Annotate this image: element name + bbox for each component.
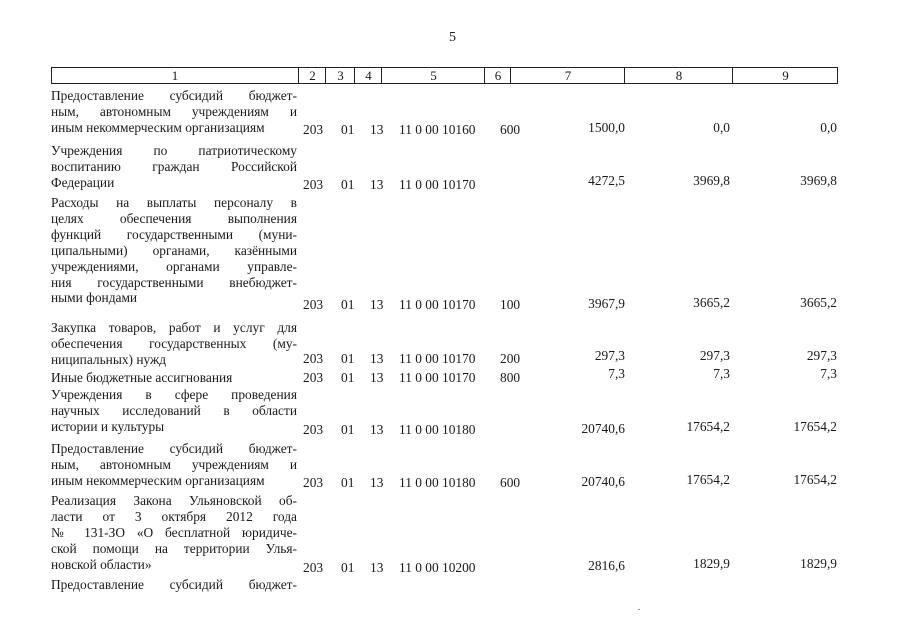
amount-col-9: 17654,2 xyxy=(793,472,837,487)
scan-speck xyxy=(638,609,640,610)
description-line: ниципальных) нужд xyxy=(51,351,167,367)
section-code: 01 xyxy=(341,475,355,490)
row-description xyxy=(51,320,297,368)
amount-col-8: 0,0 xyxy=(713,120,730,135)
expense-type-code: 200 xyxy=(500,351,521,366)
description-line: ласти от 3 октября 2012 года xyxy=(51,508,297,524)
description-line: ния государственными внебюджет- xyxy=(51,274,297,290)
admin-code: 203 xyxy=(303,370,324,385)
subsection-code: 13 xyxy=(370,560,384,575)
section-code: 01 xyxy=(341,370,355,385)
description-line: Закупка товаров, работ и услуг для xyxy=(51,320,297,335)
expense-type-code: 600 xyxy=(500,475,521,490)
target-article-code: 11 0 00 10170 xyxy=(399,370,476,385)
subsection-code: 13 xyxy=(370,422,384,437)
description-line: функций государственными (муни- xyxy=(51,226,297,242)
amount-col-8: 7,3 xyxy=(713,366,730,381)
target-article-code: 11 0 00 10170 xyxy=(399,177,476,192)
row-description xyxy=(51,195,297,306)
description-line: ской помощи на территории Улья- xyxy=(51,540,297,556)
admin-code: 203 xyxy=(303,177,324,192)
expense-type-code: 600 xyxy=(500,122,521,137)
target-article-code: 11 0 00 10170 xyxy=(399,297,476,312)
amount-col-9: 17654,2 xyxy=(793,419,837,434)
row-description xyxy=(51,577,297,593)
expense-type-code: 100 xyxy=(500,297,521,312)
description-line: Предоставление субсидий бюджет- xyxy=(51,441,297,456)
description-line: Учреждения по патриотическому xyxy=(51,143,297,158)
admin-code: 203 xyxy=(303,122,324,137)
amount-col-8: 297,3 xyxy=(699,348,730,363)
target-article-code: 11 0 00 10160 xyxy=(399,122,476,137)
section-code: 01 xyxy=(341,422,355,437)
description-line: обеспечения государственных (му- xyxy=(51,335,297,351)
description-line: Федерации xyxy=(51,174,115,190)
description-line: Реализация Закона Ульяновской об- xyxy=(51,493,297,508)
section-code: 01 xyxy=(341,177,355,192)
target-article-code: 11 0 00 10180 xyxy=(399,422,476,437)
amount-col-8: 3969,8 xyxy=(693,173,730,188)
admin-code: 203 xyxy=(303,351,324,366)
row-description xyxy=(51,493,297,573)
row-description xyxy=(51,143,297,191)
header-col-6: 6 xyxy=(484,68,511,83)
description-line: воспитанию граждан Российской xyxy=(51,158,297,174)
description-line: Предоставление субсидий бюджет- xyxy=(51,88,297,103)
admin-code: 203 xyxy=(303,297,324,312)
amount-col-7: 20740,6 xyxy=(581,474,625,489)
admin-code: 203 xyxy=(303,560,324,575)
amount-col-8: 17654,2 xyxy=(686,472,730,487)
description-line: Учреждения в сфере проведения xyxy=(51,387,297,402)
amount-col-7: 20740,6 xyxy=(581,421,625,436)
amount-col-8: 1829,9 xyxy=(693,556,730,571)
description-line: ципальными) органами, казёнными xyxy=(51,242,297,258)
subsection-code: 13 xyxy=(370,370,384,385)
description-line: Предоставление субсидий бюджет- xyxy=(51,577,297,592)
description-line: учреждениями, органами управле- xyxy=(51,258,297,274)
subsection-code: 13 xyxy=(370,122,384,137)
row-description xyxy=(51,88,297,136)
description-line: истории и культуры xyxy=(51,418,165,434)
admin-code: 203 xyxy=(303,475,324,490)
amount-col-9: 0,0 xyxy=(820,120,837,135)
description-line: целях обеспечения выполнения xyxy=(51,210,297,226)
section-code: 01 xyxy=(341,351,355,366)
page-number: 5 xyxy=(449,30,456,45)
amount-col-7: 297,3 xyxy=(594,348,625,363)
header-col-8: 8 xyxy=(624,68,733,83)
amount-col-9: 7,3 xyxy=(820,366,837,381)
description-line: иным некоммерческим организациям xyxy=(51,472,265,488)
section-code: 01 xyxy=(341,560,355,575)
description-line: Расходы на выплаты персоналу в xyxy=(51,195,297,210)
amount-col-7: 2816,6 xyxy=(588,558,625,573)
description-line: № 131-ЗО «О бесплатной юридиче- xyxy=(51,524,297,540)
section-code: 01 xyxy=(341,122,355,137)
target-article-code: 11 0 00 10170 xyxy=(399,351,476,366)
amount-col-9: 3969,8 xyxy=(800,173,837,188)
header-col-7: 7 xyxy=(510,68,625,83)
amount-col-9: 3665,2 xyxy=(800,295,837,310)
table-header-row xyxy=(51,67,838,84)
description-line: иным некоммерческим организациям xyxy=(51,119,265,135)
description-line: ными фондами xyxy=(51,290,138,306)
subsection-code: 13 xyxy=(370,177,384,192)
row-description xyxy=(51,370,297,386)
description-line: Иные бюджетные ассигнования xyxy=(51,370,233,385)
subsection-code: 13 xyxy=(370,297,384,312)
header-col-2: 2 xyxy=(298,68,326,83)
amount-col-8: 3665,2 xyxy=(693,295,730,310)
amount-col-9: 297,3 xyxy=(806,348,837,363)
description-line: ным, автономным учреждениям и xyxy=(51,103,297,119)
header-col-9: 9 xyxy=(732,68,838,83)
subsection-code: 13 xyxy=(370,475,384,490)
amount-col-7: 7,3 xyxy=(608,366,625,381)
header-col-1: 1 xyxy=(171,68,179,83)
admin-code: 203 xyxy=(303,422,324,437)
subsection-code: 13 xyxy=(370,351,384,366)
header-col-5: 5 xyxy=(381,68,485,83)
description-line: ным, автономным учреждениям и xyxy=(51,456,297,472)
description-line: новской области» xyxy=(51,556,152,572)
header-col-3: 3 xyxy=(325,68,355,83)
target-article-code: 11 0 00 10200 xyxy=(399,560,476,575)
header-col-4: 4 xyxy=(354,68,382,83)
row-description xyxy=(51,387,297,435)
expense-type-code: 800 xyxy=(500,370,521,385)
row-description xyxy=(51,441,297,489)
amount-col-7: 3967,9 xyxy=(588,296,625,311)
amount-col-7: 1500,0 xyxy=(588,120,625,135)
target-article-code: 11 0 00 10180 xyxy=(399,475,476,490)
section-code: 01 xyxy=(341,297,355,312)
amount-col-7: 4272,5 xyxy=(588,173,625,188)
amount-col-8: 17654,2 xyxy=(686,419,730,434)
amount-col-9: 1829,9 xyxy=(800,556,837,571)
description-line: научных исследований в области xyxy=(51,402,297,418)
